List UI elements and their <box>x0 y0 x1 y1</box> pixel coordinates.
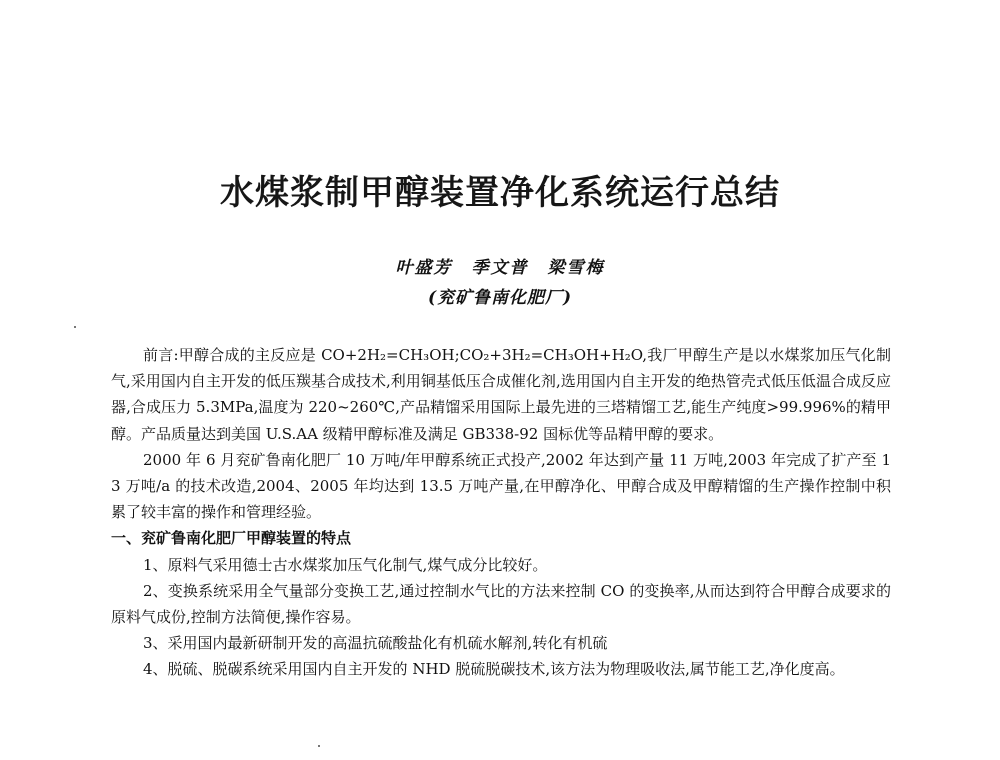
section-heading: 一、兖矿鲁南化肥厂甲醇装置的特点 <box>111 529 352 548</box>
paper-title: 水煤浆制甲醇装置净化系统运行总结 <box>220 173 780 213</box>
feature-item: 3、采用国内最新研制开发的高温抗硫酸盐化有机硫水解剂,转化有机硫 <box>143 634 608 653</box>
scan-speck <box>74 326 76 328</box>
author-list: 叶盛芳 季文普 梁雪梅 <box>395 258 605 278</box>
feature-item: 1、原料气采用德士古水煤浆加压气化制气,煤气成分比较好。 <box>143 555 548 574</box>
preface-paragraph: 前言:甲醇合成的主反应是 CO+2H₂=CH₃OH;CO₂+3H₂=CH₃OH+H₂O,我厂甲醇生产是以水煤浆加压气化制气,采用国内自主开发的低压羰基合成技术,利用铜基低压合成催化剂,选用国内自主开发的绝热管壳式低压低温合成反应器,合成压力 5.3MPa,温度为 220~260℃,产品精馏采用国际上最先进的三塔精馏工艺,能生产纯度>99.996%的精甲醇。产品质量达到美国 U.S.AA 级精甲醇标准及满足 GB338-92 国标优等品精甲醇的要求。 <box>111 346 891 443</box>
feature-item: 2、变换系统采用全气量部分变换工艺,通过控制水气比的方法来控制 CO 的变换率,从而达到符合甲醇合成要求的原料气成份,控制方法简便,操作容易。 <box>111 581 891 627</box>
scan-speck <box>318 745 320 747</box>
feature-item: 4、脱硫、脱碳系统采用国内自主开发的 NHD 脱硫脱碳技术,该方法为物理吸收法,属节能工艺,净化度高。 <box>143 660 845 679</box>
body-text <box>111 342 891 683</box>
author-affiliation: (兖矿鲁南化肥厂) <box>427 288 573 308</box>
history-paragraph: 2000 年 6 月兖矿鲁南化肥厂 10 万吨/年甲醇系统正式投产,2002 年达到产量 11 万吨,2003 年完成了扩产至 13 万吨/a 的技术改造,2004、2005 年均达到 13.5 万吨产量,在甲醇净化、甲醇合成及甲醇精馏的生产操作控制中积累了较丰富的操作和管理经验。 <box>111 450 891 522</box>
